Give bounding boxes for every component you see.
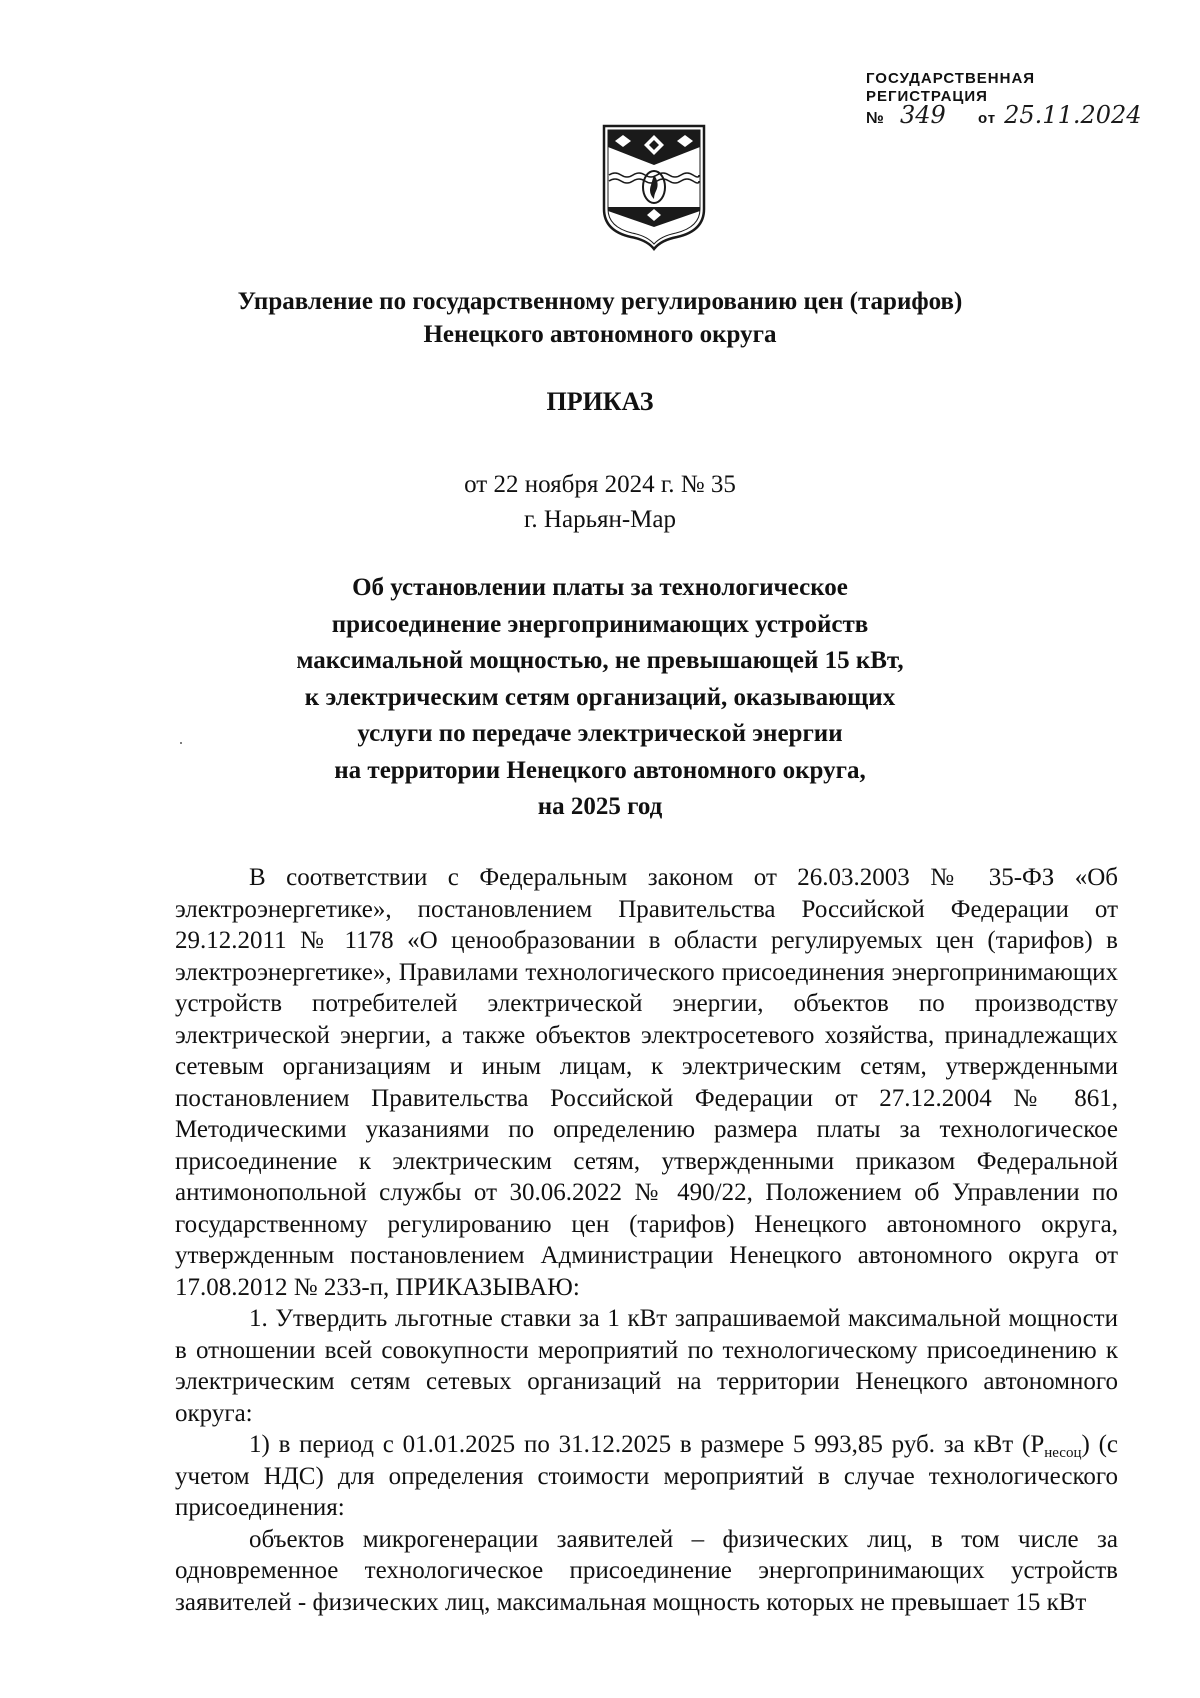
scan-speck [180,742,182,744]
document-type: ПРИКАЗ [546,387,654,416]
stamp-from-label: от [978,110,997,127]
rate-subscript: несоц [1044,1445,1082,1461]
order-subject [150,570,1050,826]
coat-of-arms-icon [601,123,707,251]
preamble-paragraph: В соответствии с Федеральным законом от 26.03.2003 № 35-ФЗ «Об электроэнергетике», постановлением Правительства Российской Федерации от 29.12.2011 № 1178 «О ценообразовании в области регулируемых цен (тарифов) в электроэнергетике», Правилами технологического присоединения энергопринимающих устройств потребителей электрической энергии, объектов по производству электрической энергии, а также объектов электросетевого хозяйства, принадлежащих сетевым организациям и иным лицам, к электрическим сетям, утвержденными постановлением Правительства Российской Федерации от 27.12.2004 № 861, Методическими указаниями по определению размера платы за технологическое присоединение к электрическим сетям, утвержденными приказом Федеральной антимонопольной службы от 30.06.2022 № 490/22, Положением об Управлении по государственному регулированию цен (тарифов) Ненецкого автономного округа, утвержденным постановлением Администрации Ненецкого автономного округа от 17.08.2012 № 233-п, ПРИКАЗЫВАЮ: [175,864,1118,1301]
stamp-date: 25.11.2024 [1004,101,1142,129]
clause-1-1-text-end: ) (с учетом НДС) для определения стоимости мероприятий в случае технологического присоединения: [175,1431,1119,1521]
order-city: г. Нарьян-Мар [523,506,676,533]
clause-1-1-text-start: 1) в период с 01.01.2025 по 31.12.2025 в размере 5 993,85 руб. за кВт (Р [249,1431,1045,1458]
clause-1-1-paragraph [175,1429,1118,1524]
date-block [150,467,1050,537]
subject-line: на территории Ненецкого автономного округа, [334,756,866,784]
clause-1-paragraph: 1. Утвердить льготные ставки за 1 кВт запрашиваемой максимальной мощности в отношении всей совокупности мероприятий по технологическому присоединению к электрическим сетям сетевых организаций на территории Ненецкого автономного округа: [175,1305,1118,1427]
subject-line: присоединение энергопринимающих устройств [331,610,869,638]
authority-line-1: Управление по государственному регулированию цен (тарифов) [237,288,963,315]
subject-line: к электрическим сетям организаций, оказывающих [304,683,896,711]
subject-line: Об установлении платы за технологическое [352,574,848,601]
stamp-line-2: РЕГИСТРАЦИЯ [866,88,988,105]
order-body [175,862,1118,1618]
stamp-line-1: ГОСУДАРСТВЕННАЯ [866,70,1036,87]
microgeneration-paragraph: объектов микрогенерации заявителей – физических лиц, в том числе за одновременное технологическое присоединение энергопринимающих устройств заявителей - физических лиц, максимальная мощность которых не превышает 15 кВт [175,1525,1118,1616]
subject-line: на 2025 год [537,793,663,820]
authority-line-2: Ненецкого автономного округа [423,321,777,348]
order-date-number: от 22 ноября 2024 г. № 35 [464,471,736,498]
stamp-number: 349 [900,101,946,129]
stamp-number-row [866,101,1166,129]
stamp-number-label: № [866,110,885,127]
subject-line: услуги по передаче электрической энергии [357,720,843,747]
registration-stamp [866,70,1166,128]
issuing-authority [150,285,1050,351]
subject-line: максимальной мощностью, не превышающей 15 кВт, [296,647,904,674]
